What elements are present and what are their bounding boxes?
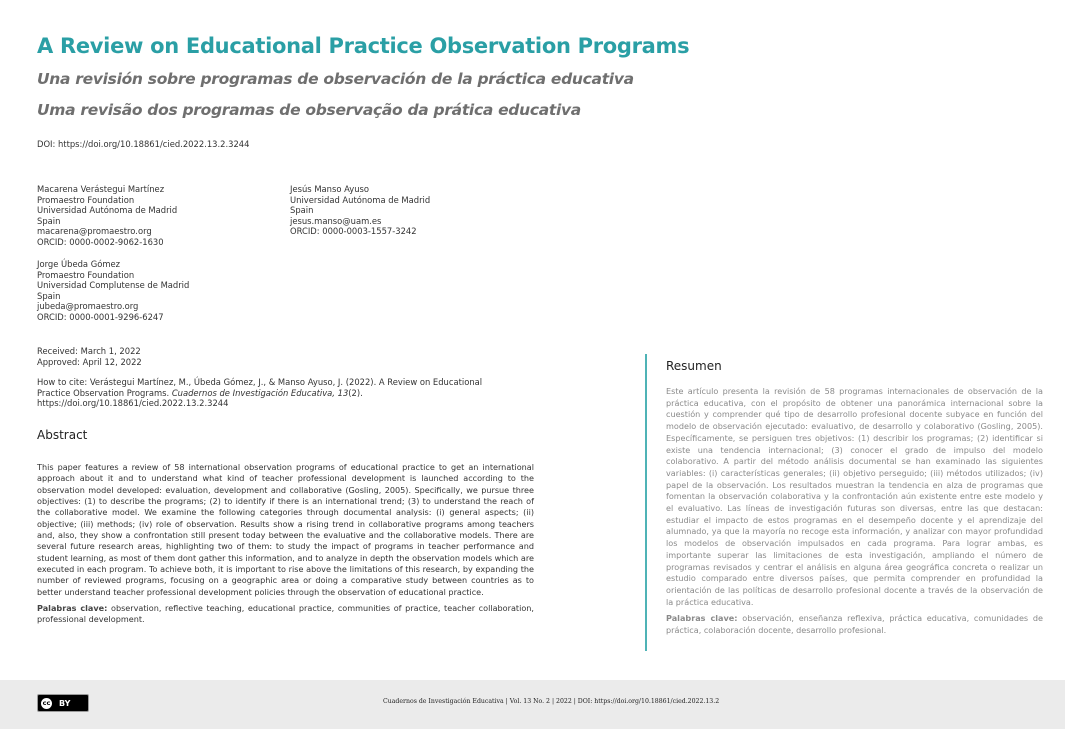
abstract-heading: Abstract <box>37 428 88 442</box>
keywords-label: Palabras clave: <box>666 613 738 624</box>
resumen-heading: Resumen <box>666 359 722 373</box>
approved-date: Approved: April 12, 2022 <box>37 356 142 367</box>
keywords-text: observation, reflective teaching, educational practice, communities of practice, teacher collaboration, professional development. <box>37 603 534 625</box>
subtitle-spanish: Una revisión sobre programas de observación de la práctica educativa <box>37 70 634 88</box>
author-organization: Promaestro Foundation <box>37 194 135 205</box>
abstract-keywords <box>37 603 534 626</box>
citation-journal: Cuadernos de Investigación Educativa, 13 <box>171 387 349 398</box>
author-block-3 <box>37 259 189 323</box>
author-name: Jesús Manso Ayuso <box>290 184 370 194</box>
resumen-section <box>666 386 1043 637</box>
footer-journal-info: Cuadernos de Investigación Educativa | Vol. 13 No. 2 | 2022 | DOI: https://doi.org/10.18861/cied.2022.13.2 <box>383 698 720 705</box>
author-institution: Universidad Autónoma de Madrid <box>37 205 178 216</box>
abstract-body: This paper features a review of 58 international observation programs of educational practice to get an international approach about it and to understand what kind of teacher professional development is launched according to the observation model developed: evaluation, development and collaborative (Gosling, 2005). Specifically, we pursue three objectives: (1) to describe the programs; (2) to identify if there is an international trend; (3) to understand the reach of the collaborative model. We examine the following categories through documental analysis: (i) general aspects; (ii) objective; (iii) methods; (iv) role of observation. Results show a rising trend in collaborative programs among teachers and, also, they show a confrontation still present today between the evaluative and the collaborative models. There are several future research areas, highlighting two of them: to study the impact of programs in teacher performance and student learning, as most of them dont gather this information, and to analyze in depth the observation models which are executed in each program. To achieve both, it is important to rise above the limitations of this research, by expanding the number of reviewed programs, focusing on a geographic area or doing a comparative study between countries as to better understand teacher professional development policies through the observation of educational practice. <box>37 462 534 597</box>
author-email[interactable]: macarena@promaestro.org <box>37 226 152 237</box>
author-country: Spain <box>37 290 61 301</box>
doi-line: DOI: https://doi.org/10.18861/cied.2022.13.2.3244 <box>37 139 250 149</box>
dates-block <box>37 346 142 367</box>
received-date: Received: March 1, 2022 <box>37 346 141 356</box>
citation-prefix: How to cite: Verástegui Martínez, M., Úbeda Gómez, J., & Manso Ayuso, J. (2022). A Review on Educational Practice Observation Programs. <box>37 377 483 398</box>
citation <box>37 377 517 409</box>
author-email[interactable]: jesus.manso@uam.es <box>290 215 382 226</box>
column-divider <box>645 354 647 651</box>
subtitle-portuguese: Uma revisão dos programas de observação da prática educativa <box>37 101 581 119</box>
author-orcid: ORCID: 0000-0003-1557-3242 <box>290 226 417 237</box>
cc-by-label: BY <box>59 698 71 708</box>
author-institution: Universidad Autónoma de Madrid <box>290 194 431 205</box>
author-country: Spain <box>290 205 314 216</box>
resumen-keywords <box>666 613 1043 636</box>
cc-license-badge[interactable] <box>37 694 89 712</box>
author-orcid: ORCID: 0000-0002-9062-1630 <box>37 236 164 247</box>
author-email[interactable]: jubeda@promaestro.org <box>37 301 139 312</box>
author-name: Macarena Verástegui Martínez <box>37 184 165 194</box>
author-orcid: ORCID: 0000-0001-9296-6247 <box>37 311 164 322</box>
resumen-body: Este artículo presenta la revisión de 58 programas internacionales de observación de la práctica educativa, con el propósito de obtener una panorámica internacional sobre la cuestión y comprender qué tipo de desarrollo profesional docente subyace en función del modelo de observación ejecutado: evaluativo, de desarrollo y colaborativo (Gosling, 2005). Específicamente, se persiguen tres objetivos: (1) describir los programas; (2) identificar si existe una tendencia internacional; (3) conocer el grado de impulso del modelo colaborativo. A partir del método análisis documental se han examinado las siguientes variables: (i) características generales; (ii) objetivo perseguido; (iii) métodos utilizados; (iv) papel de la observación. Los resultados muestran la tendencia en alza de programas que fomentan la observación colaborativa y la confrontación aún existente entre este modelo y el evaluativo. Las líneas de investigación futuras son diversas, entre las que destacan: estudiar el impacto de estos programas en el desempeño docente y el aprendizaje del alumnado, ya que la mayoría no recoge esta información, y analizar con mayor profundidad los modelos de observación impulsados en cada programa. Para lograr ambas, es importante superar las limitaciones de esta investigación, ampliando el número de programas revisados y centrar el análisis en alguna área geográfica concreta o realizar un estudio comparado entre diversos países, que permita comprender en profundidad la orientación de las políticas de desarrollo profesional docente a través de la observación de la práctica educativa. <box>666 386 1043 607</box>
author-institution: Universidad Complutense de Madrid <box>37 280 190 291</box>
author-block-1 <box>37 184 177 248</box>
author-country: Spain <box>37 215 61 226</box>
keywords-label: Palabras clave: <box>37 603 108 614</box>
author-name: Jorge Úbeda Gómez <box>37 259 121 269</box>
cc-icon: cc <box>42 699 51 707</box>
citation-suffix: (2). https://doi.org/10.18861/cied.2022.13.2.3244 <box>37 387 363 409</box>
footer-bar <box>0 680 1065 729</box>
author-organization: Promaestro Foundation <box>37 269 135 280</box>
author-block-2 <box>290 184 430 237</box>
keywords-text: observación, enseñanza reflexiva, práctica educativa, comunidades de práctica, colaboración docente, desarrollo profesional. <box>666 613 1043 636</box>
article-title: A Review on Educational Practice Observation Programs <box>37 34 690 58</box>
abstract-section <box>37 462 534 626</box>
